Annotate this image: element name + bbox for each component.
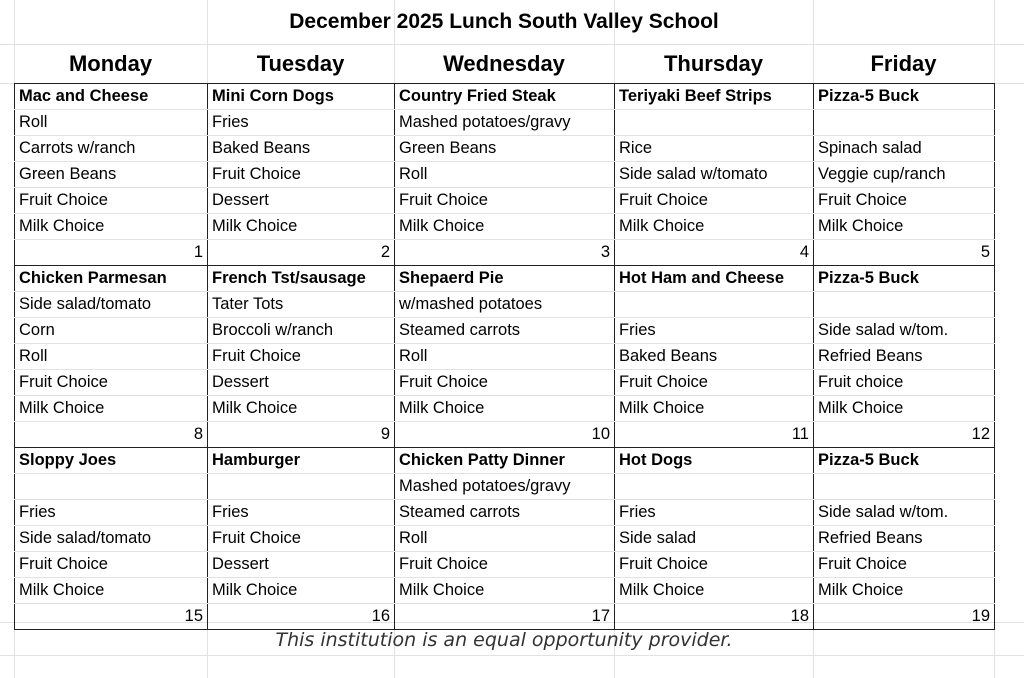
date-number: 12: [814, 422, 995, 448]
date-number: 17: [395, 604, 615, 630]
menu-row: [15, 214, 995, 240]
menu-item: Mashed potatoes/gravy: [395, 474, 615, 500]
menu-item: Corn: [15, 318, 208, 344]
menu-item: Fruit Choice: [15, 188, 208, 214]
menu-item: Steamed carrots: [395, 500, 615, 526]
day-header-tuesday: Tuesday: [256, 50, 345, 76]
menu-item: Milk Choice: [814, 396, 995, 422]
menu-item: Fruit Choice: [15, 552, 208, 578]
menu-item: Milk Choice: [15, 214, 208, 240]
menu-item: Baked Beans: [615, 344, 814, 370]
menu-item: Roll: [395, 344, 615, 370]
menu-row: [15, 552, 995, 578]
day-header-wednesday: Wednesday: [443, 50, 565, 76]
menu-item: Green Beans: [15, 162, 208, 188]
menu-item: Milk Choice: [15, 578, 208, 604]
main-dish: Hot Dogs: [615, 448, 814, 474]
menu-item: Milk Choice: [208, 396, 395, 422]
menu-item: Milk Choice: [395, 396, 615, 422]
date-number: 15: [15, 604, 208, 630]
menu-item: Milk Choice: [615, 214, 814, 240]
menu-item: Fruit Choice: [395, 370, 615, 396]
menu-item: Fries: [615, 500, 814, 526]
menu-row: [15, 318, 995, 344]
menu-item: Veggie cup/ranch: [814, 162, 995, 188]
menu-item: Roll: [395, 162, 615, 188]
menu-row: [15, 344, 995, 370]
menu-row: [15, 396, 995, 422]
menu-item: Refried Beans: [814, 344, 995, 370]
lunch-calendar: [14, 83, 995, 630]
main-dish: Chicken Parmesan: [15, 266, 208, 292]
menu-row: [15, 448, 995, 474]
day-header-monday: Monday: [68, 50, 153, 76]
menu-item: [814, 110, 995, 136]
menu-item: [615, 292, 814, 318]
main-dish: Pizza-5 Buck: [814, 84, 995, 110]
menu-item: w/mashed potatoes: [395, 292, 615, 318]
menu-item: Broccoli w/ranch: [208, 318, 395, 344]
menu-item: Roll: [15, 344, 208, 370]
menu-row: [15, 500, 995, 526]
menu-item: Fruit Choice: [208, 344, 395, 370]
menu-item: Tater Tots: [208, 292, 395, 318]
menu-item: Fruit Choice: [615, 188, 814, 214]
menu-item: Fruit Choice: [814, 188, 995, 214]
menu-item: Fries: [615, 318, 814, 344]
main-dish: Pizza-5 Buck: [814, 266, 995, 292]
menu-row: [15, 370, 995, 396]
main-dish: Country Fried Steak: [395, 84, 615, 110]
menu-item: Fries: [208, 500, 395, 526]
date-number: 2: [208, 240, 395, 266]
menu-row: [15, 526, 995, 552]
menu-item: Milk Choice: [814, 578, 995, 604]
menu-item: Fruit Choice: [208, 526, 395, 552]
menu-item: Milk Choice: [615, 578, 814, 604]
menu-item: Green Beans: [395, 136, 615, 162]
menu-item: [208, 474, 395, 500]
menu-item: Dessert: [208, 370, 395, 396]
menu-item: Side salad: [615, 526, 814, 552]
menu-item: Side salad/tomato: [15, 526, 208, 552]
day-header-friday: Friday: [870, 50, 937, 76]
menu-item: Fruit Choice: [395, 552, 615, 578]
menu-item: [15, 474, 208, 500]
menu-item: Milk Choice: [15, 396, 208, 422]
menu-row: [15, 578, 995, 604]
menu-row: [15, 162, 995, 188]
menu-item: Baked Beans: [208, 136, 395, 162]
date-row: [15, 422, 995, 448]
menu-item: Side salad/tomato: [15, 292, 208, 318]
main-dish: Chicken Patty Dinner: [395, 448, 615, 474]
main-dish: Hamburger: [208, 448, 395, 474]
menu-item: Fries: [15, 500, 208, 526]
main-dish: Mini Corn Dogs: [208, 84, 395, 110]
menu-item: Fruit Choice: [615, 370, 814, 396]
date-number: 10: [395, 422, 615, 448]
menu-item: Rice: [615, 136, 814, 162]
menu-item: Refried Beans: [814, 526, 995, 552]
menu-item: Fruit choice: [814, 370, 995, 396]
main-dish: Sloppy Joes: [15, 448, 208, 474]
menu-item: Roll: [395, 526, 615, 552]
menu-item: Roll: [15, 110, 208, 136]
menu-row: [15, 474, 995, 500]
menu-item: Mashed potatoes/gravy: [395, 110, 615, 136]
calendar-title: December 2025 Lunch South Valley School: [289, 10, 719, 33]
menu-item: Milk Choice: [395, 578, 615, 604]
menu-item: Milk Choice: [208, 214, 395, 240]
date-number: 3: [395, 240, 615, 266]
date-row: [15, 240, 995, 266]
menu-item: Fruit Choice: [395, 188, 615, 214]
menu-row: [15, 136, 995, 162]
date-number: 1: [15, 240, 208, 266]
menu-row: [15, 188, 995, 214]
date-number: 4: [615, 240, 814, 266]
main-dish: French Tst/sausage: [208, 266, 395, 292]
menu-item: Fries: [208, 110, 395, 136]
menu-item: Fruit Choice: [208, 162, 395, 188]
menu-row: [15, 110, 995, 136]
date-number: 8: [15, 422, 208, 448]
menu-item: Carrots w/ranch: [15, 136, 208, 162]
main-dish: Teriyaki Beef Strips: [615, 84, 814, 110]
main-dish: Hot Ham and Cheese: [615, 266, 814, 292]
date-number: 16: [208, 604, 395, 630]
menu-item: Fruit Choice: [615, 552, 814, 578]
menu-item: Side salad w/tom.: [814, 318, 995, 344]
menu-item: Spinach salad: [814, 136, 995, 162]
menu-item: Milk Choice: [395, 214, 615, 240]
menu-item: Dessert: [208, 188, 395, 214]
menu-item: Side salad w/tom.: [814, 500, 995, 526]
menu-row: [15, 84, 995, 110]
menu-item: Milk Choice: [814, 214, 995, 240]
main-dish: Mac and Cheese: [15, 84, 208, 110]
main-dish: Shepaerd Pie: [395, 266, 615, 292]
menu-item: [814, 292, 995, 318]
day-header-thursday: Thursday: [663, 50, 764, 76]
menu-item: Milk Choice: [208, 578, 395, 604]
date-number: 9: [208, 422, 395, 448]
main-dish: Pizza-5 Buck: [814, 448, 995, 474]
menu-item: Fruit Choice: [15, 370, 208, 396]
menu-row: [15, 266, 995, 292]
equal-opportunity-footer: This institution is an equal opportunity provider.: [275, 629, 733, 651]
menu-item: Fruit Choice: [814, 552, 995, 578]
menu-item: [814, 474, 995, 500]
menu-row: [15, 292, 995, 318]
date-number: 19: [814, 604, 995, 630]
menu-item: [615, 110, 814, 136]
menu-item: Side salad w/tomato: [615, 162, 814, 188]
date-number: 11: [615, 422, 814, 448]
menu-item: Milk Choice: [615, 396, 814, 422]
menu-item: [615, 474, 814, 500]
date-number: 5: [814, 240, 995, 266]
menu-item: Steamed carrots: [395, 318, 615, 344]
menu-item: Dessert: [208, 552, 395, 578]
date-number: 18: [615, 604, 814, 630]
